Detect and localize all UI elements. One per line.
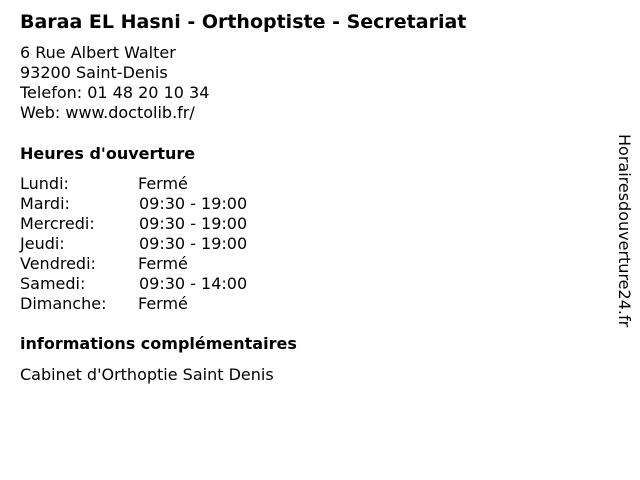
day-hours: Fermé [138, 294, 188, 313]
day-hours: 09:30 - 14:00 [139, 274, 248, 293]
day-hours: Fermé [138, 174, 188, 193]
page-title: Baraa EL Hasni - Orthoptiste - Secretariat [20, 11, 467, 33]
day-hours: 09:30 - 19:00 [139, 234, 248, 253]
day-label: Dimanche: [20, 294, 107, 313]
website: Web: www.doctolib.fr/ [20, 103, 195, 122]
day-label: Vendredi: [20, 254, 96, 273]
day-label: Samedi: [20, 274, 86, 293]
day-hours: Fermé [138, 254, 188, 273]
additional-info-text: Cabinet d'Orthoptie Saint Denis [20, 365, 274, 384]
address-street: 6 Rue Albert Walter [20, 43, 176, 62]
day-hours: 09:30 - 19:00 [139, 214, 248, 233]
day-label: Lundi: [20, 174, 69, 193]
day-label: Mardi: [20, 194, 70, 213]
additional-info-heading: informations complémentaires [20, 334, 297, 353]
opening-hours-heading: Heures d'ouverture [20, 144, 196, 163]
phone-number: Telefon: 01 48 20 10 34 [20, 83, 210, 102]
site-watermark: Horairesdouverture24.fr [615, 134, 634, 328]
day-label: Jeudi: [20, 234, 65, 253]
day-hours: 09:30 - 19:00 [139, 194, 248, 213]
day-label: Mercredi: [20, 214, 95, 233]
address-city: 93200 Saint-Denis [20, 63, 168, 82]
contact-block [20, 43, 209, 123]
